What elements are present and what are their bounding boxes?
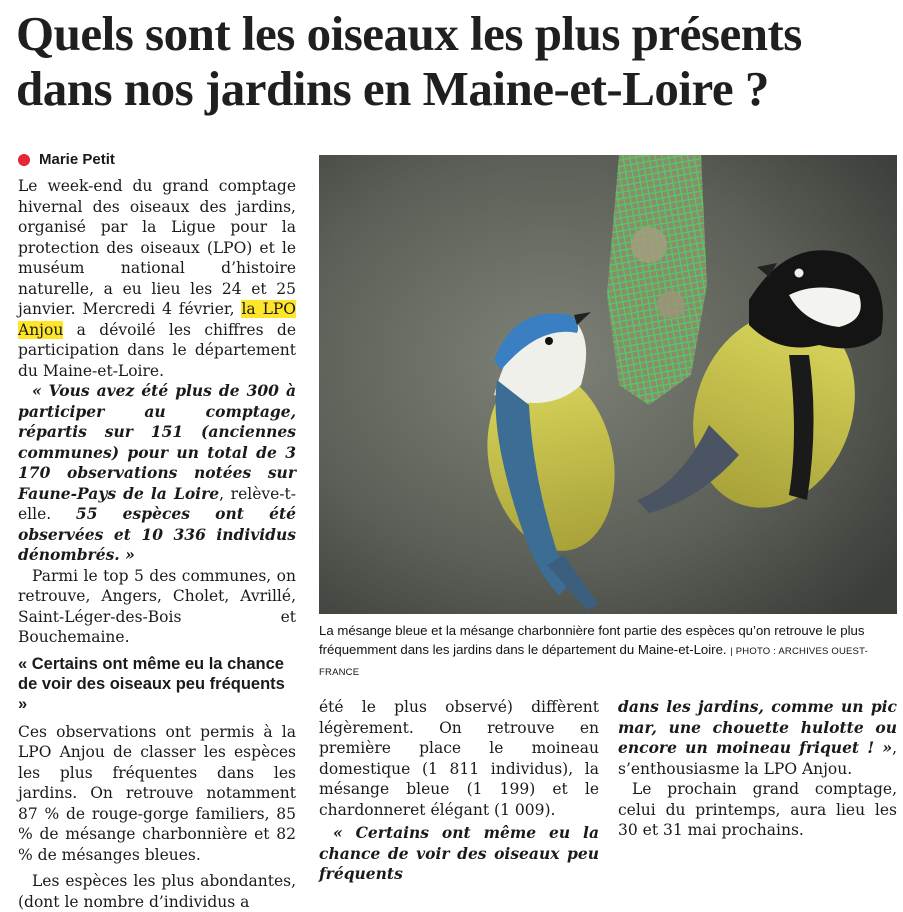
rare-birds-quote: « Certains ont même eu la chance de voir des oiseaux peu fréquents — [319, 823, 599, 883]
top5-paragraph: Parmi le top 5 des communes, on retrouve, Angers, Cholet, Avrillé, Saint-Léger-des-Bois et Bouchemaine. — [18, 566, 296, 646]
photo-caption — [319, 621, 897, 682]
red-dot-icon — [18, 154, 30, 166]
author-byline — [18, 151, 115, 168]
birds-photo — [319, 155, 897, 614]
caption-text: La mésange bleue et la mésange charbonnière font partie des espèces qu’on retrouve le plus fréquemment dans les jardins dans le département du Maine-et-Loire. — [319, 623, 865, 657]
abundance-paragraph: Les espèces les plus abondantes, (dont le nombre d’individus a — [18, 872, 296, 911]
author-name: Marie Petit — [39, 151, 115, 168]
column-2 — [319, 697, 599, 885]
next-count-paragraph: Le prochain grand comptage, celui du printemps, aura lieu les 30 et 31 mai prochains. — [618, 780, 897, 839]
column-1 — [18, 176, 296, 912]
frequency-paragraph: Ces observations ont permis à la LPO Anjou de classer les espèces les plus fréquentes dans les jardins. On retrouve notamment 87 % de rouge-gorge familiers, 85 % de mésange charbonnière et 82 % de mésanges bleues. — [18, 722, 296, 864]
lead-paragraph: Le week-end du grand comptage hivernal des oiseaux des jardins, organisé par la Ligue pour la protection des oiseaux (LPO) et le muséum national d’histoire naturelle, a eu lieu les 24 et 25 janvier. Mercredi 4 février, la LPO Anjou a dévoilé les chiffres de participation dans le département du Maine-et-Loire. — [18, 177, 296, 380]
quote-paragraph: « Vous avez été plus de 300 à participer au comptage, répartis sur 151 (anciennes communes) pour un total de 3 170 observations notées sur Faune-Pays de la Loire, relève-t-elle. 55 espèces ont été observées et 10 336 individus dénombrés. » — [18, 381, 296, 564]
abundance-continued: été le plus observé) diffèrent légèrement. On retrouve en première place le moineau domestique (1 811 individus), la mésange bleue (1 199) et le chardonneret élégant (1 009). — [319, 698, 599, 819]
rare-birds-continued: dans les jardins, comme un pic mar, une chouette hulotte ou encore un moineau friquet ! », s’enthousiasme la LPO Anjou. — [618, 697, 897, 778]
column-3 — [618, 697, 897, 841]
highlighted-text[interactable]: la LPO Anjou — [18, 300, 296, 339]
photo-illustration — [319, 155, 897, 614]
photo-credit: | PHOTO : ARCHIVES OUEST-FRANCE — [319, 646, 868, 678]
intertitle: « Certains ont même eu la chance de voir des oiseaux peu fréquents » — [18, 654, 285, 713]
headline: Quels sont les oiseaux les plus présents dans nos jardins en Maine-et-Loire ? — [16, 6, 802, 116]
